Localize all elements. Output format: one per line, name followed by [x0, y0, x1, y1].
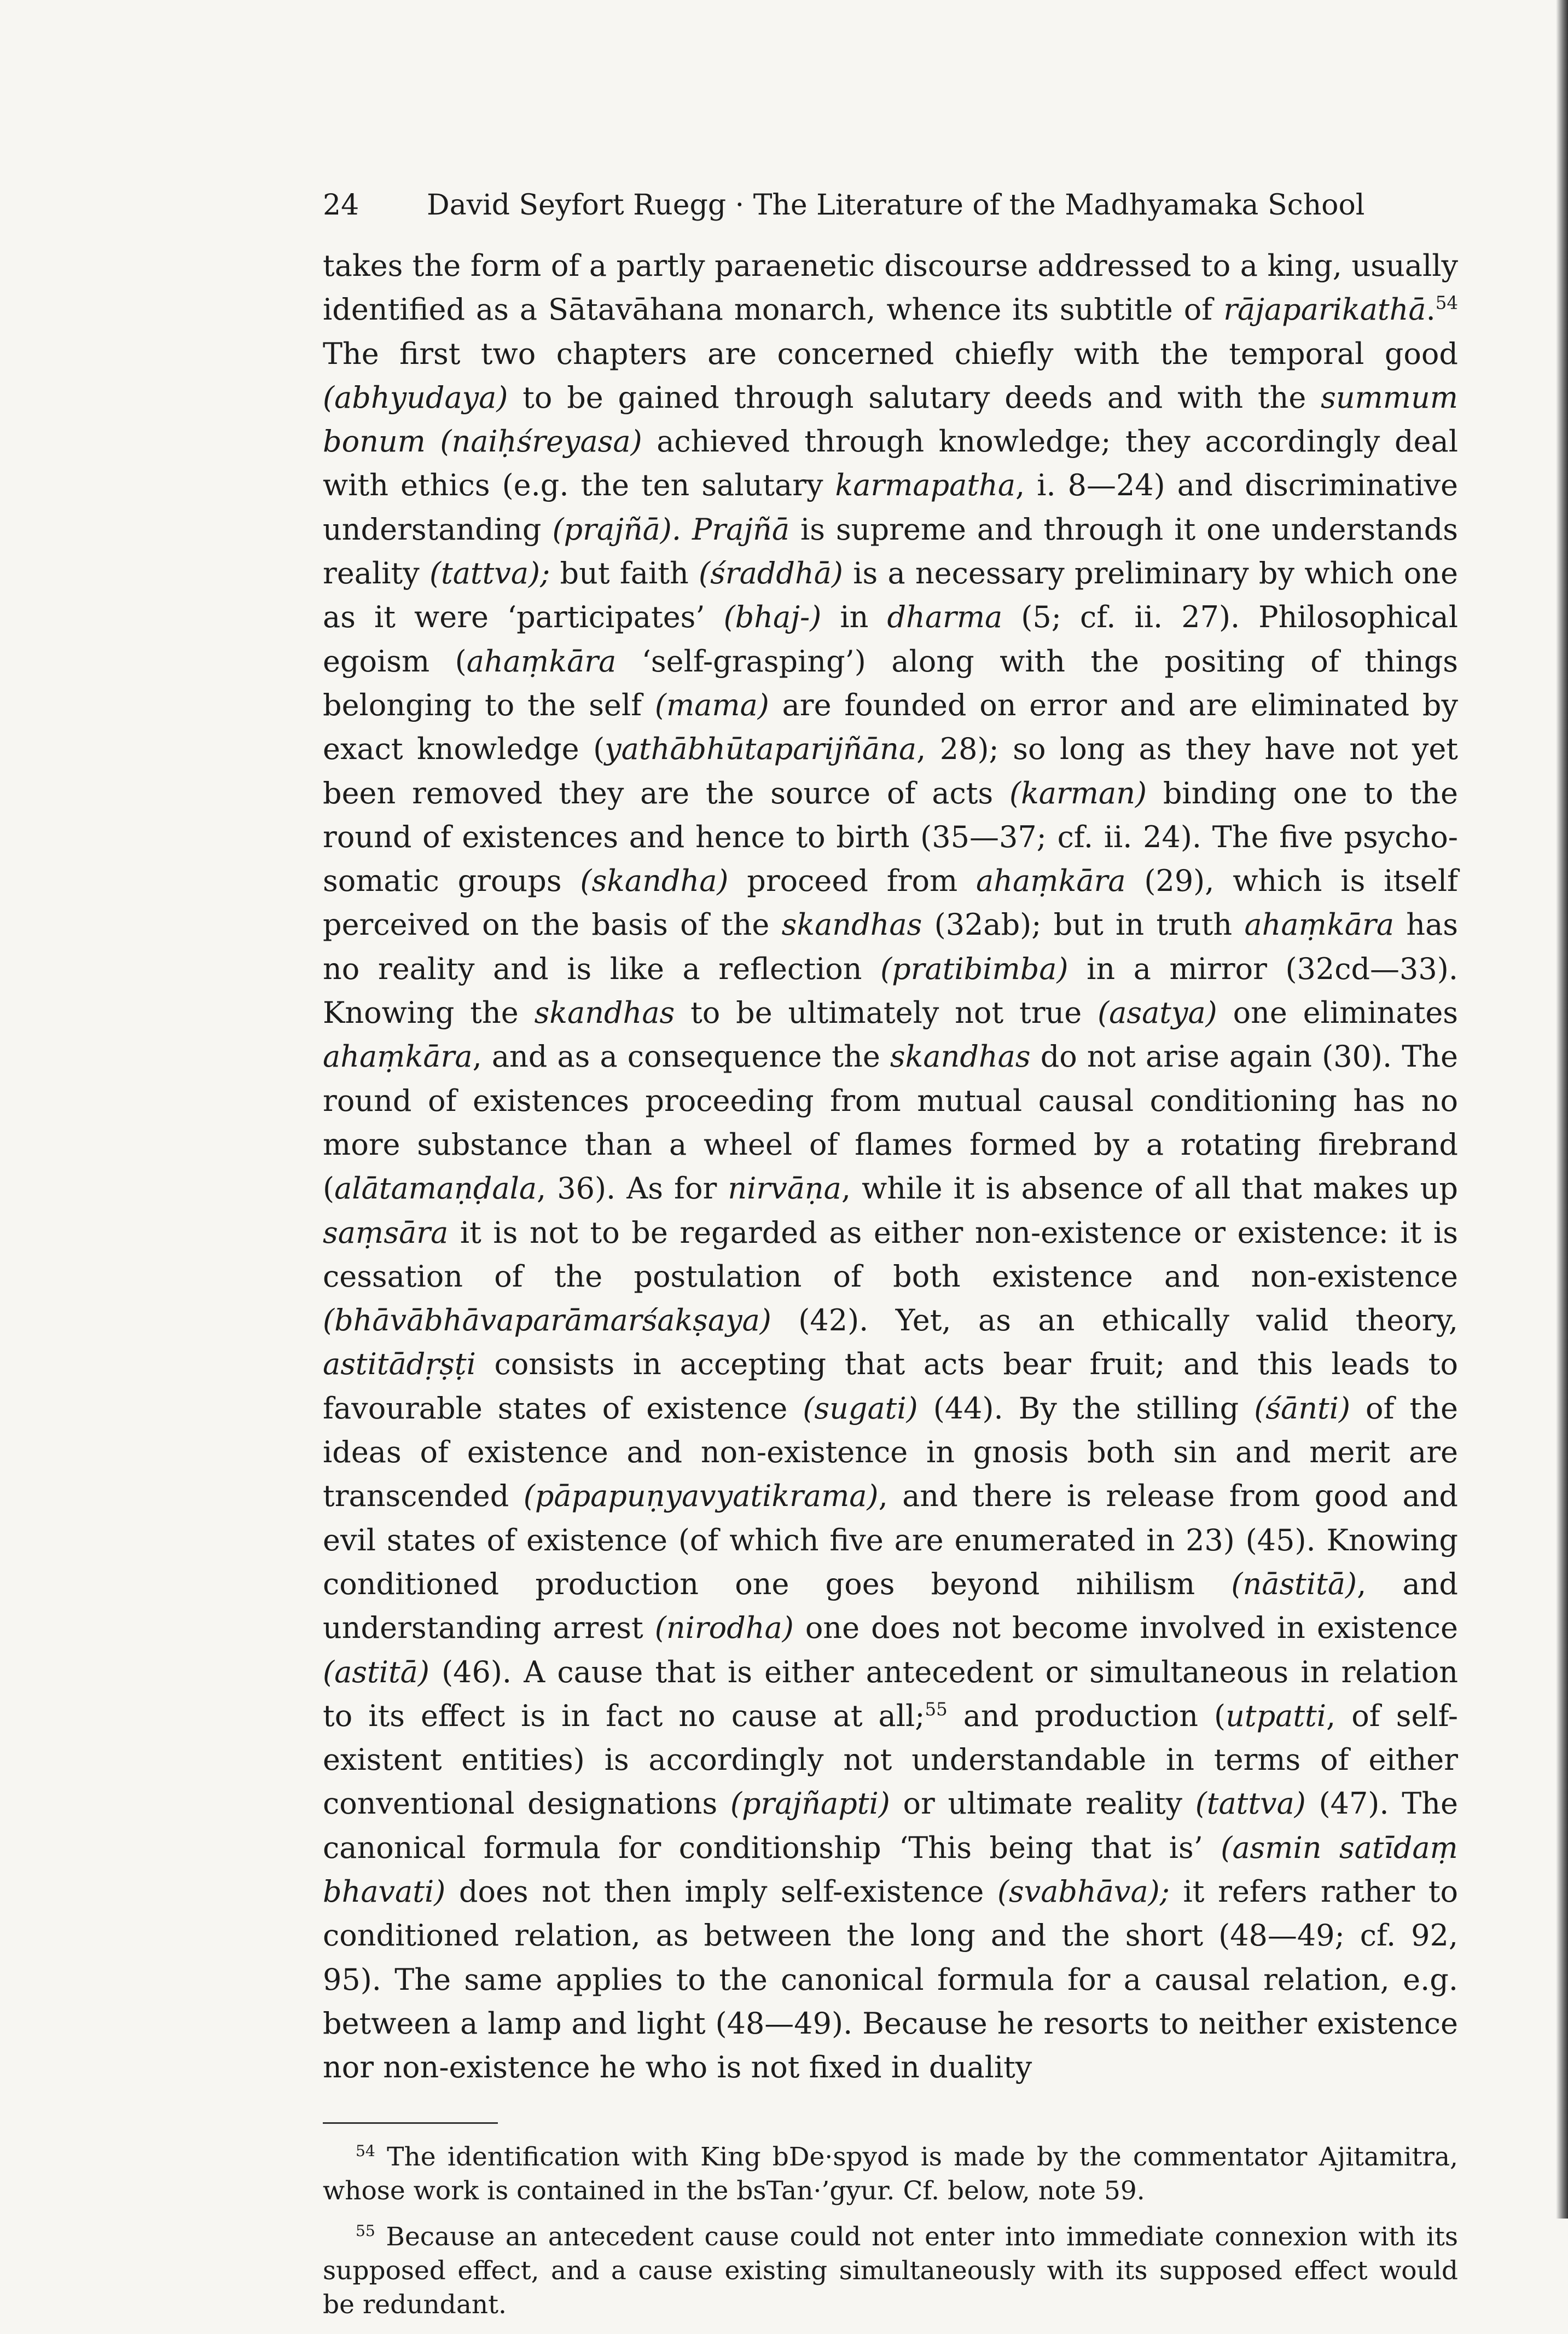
text-run: The first two chapters are concerned chiefly with the temporal good: [323, 336, 1458, 371]
italic-term: karmapatha: [835, 468, 1016, 503]
italic-term: saṃsāra: [323, 1215, 449, 1250]
italic-term: skandhas: [890, 1039, 1031, 1074]
italic-term: (sugati): [803, 1391, 918, 1426]
text-run: (42). Yet, as an ethically valid theory,: [771, 1303, 1458, 1338]
italic-term: ahaṃkāra: [323, 1039, 473, 1074]
text-run: (5; cf. ii. 27). Philosophical egoism (: [323, 600, 1458, 679]
italic-term: nirvāṇa: [728, 1171, 841, 1206]
italic-term: (pratibimba): [880, 951, 1068, 986]
italic-term: (mama): [654, 687, 769, 722]
italic-term: (svabhāva);: [997, 1874, 1170, 1909]
italic-term: rājaparikathā: [1223, 292, 1426, 327]
running-title: David Seyfort Ruegg · The Literature of the Madhyamaka School: [427, 189, 1365, 222]
italic-term: (tattva): [1195, 1786, 1306, 1821]
italic-term: ahaṃkāra: [976, 864, 1126, 899]
italic-term: (skandha): [580, 864, 729, 899]
text-run: it refers rather to conditioned relation, as between the long and the short (48—49; cf. 92, 95). The same applies to the canonical formula for a causal relation, e.g. between a lamp and light (48—49). Because he resorts to neither existence nor non-existence he who is not fixed in duality: [323, 1874, 1458, 2085]
italic-term: alātamaṇḍala: [334, 1171, 537, 1206]
scan-edge-shadow: [1556, 0, 1568, 2219]
italic-term: (asmin satīdaṃ bhavati): [323, 1830, 1459, 1909]
text-run: has no reality and is like a reflection: [323, 907, 1458, 986]
text-run: (47). The canonical formula for conditionship ‘This being that is’: [323, 1786, 1458, 1865]
italic-term: ahaṃkāra: [466, 644, 617, 679]
body-paragraph: takes the form of a partly paraenetic discourse addressed to a king, usually identified as a Sātavāhana monarch, whence its subtitle of rājaparikathā.$^{54}$ The first two chapters are concerned chiefly with the temporal good (abhyudaya) to be gained through salutary deeds and with the summum bonum (naiḥśreyasa) achieved through knowledge; they accordingly deal with ethics (e.g. the ten salutary karmapatha, i. 8—24) and discriminative understanding (prajñā). Prajñā is supreme and through it one understands reality (tattva); but faith (śraddhā) is a necessary preliminary by which one as it were ‘participates’ (bhaj-) in dharma (5; cf. ii. 27). Philosophical egoism (ahaṃkāra ‘self-grasping’) along with the positing of things belonging to the self (mama) are founded on error and are eliminated by exact knowledge (yathābhūtaparijñāna, 28); so long as they have not yet been removed they are the source of acts (karman) binding one to the round of existences and hence to birth (35—37; cf. ii. 24). The five psycho-somatic groups (skandha) proceed from ahaṃkāra (29), which is itself perceived on the basis of the skandhas (32ab); but in truth ahaṃkāra has no reality and is like a reflection (pratibimba) in a mirror (32cd—33). Knowing the skandhas to be ultimately not true (asatya) one eliminates ahaṃkāra, and as a consequence the skandhas do not arise again (30). The round of existences proceeding from mutual causal conditioning has no more substance than a wheel of flames formed by a rotating firebrand (alātamaṇḍala, 36). As for nirvāṇa, while it is absence of all that makes up saṃsāra it is not to be regarded as either non-existence or existence: it is cessation of the postulation of both existence and non-existence (bhāvābhāvaparāmarśakṣaya) (42). Yet, as an ethically valid theory, astitādṛṣṭi consists in accepting that acts bear fruit; and this leads to favourable states of existence (sugati) (44). By the stilling (śānti) of the ideas of existence and non-existence in gnosis both sin and merit are transcended (pāpapuṇyavyatikrama), and there is release from good and evil states of existence (of which five are enumerated in 23) (45). Knowing conditioned production one goes beyond nihilism (nāstitā), and understanding arrest (nirodha) one does not become involved in existence (astitā) (46). A cause that is either antecedent or simultaneous in relation to its effect is in fact no cause at all;$^{55}$ and production (utpatti, of self-existent entities) is accordingly not understandable in terms of either conventional designations (prajñapti) or ultimate reality (tattva) (47). The canonical formula for conditionship ‘This being that is’ (asmin satīdaṃ bhavati) does not then imply self-existence (svabhāva); it refers rather to conditioned relation, as between the long and the short (48—49; cf. 92, 95). The same applies to the canonical formula for a causal relation, e.g. between a lamp and light (48—49). Because he resorts to neither existence nor non-existence he who is not fixed in duality: [323, 248, 1459, 2085]
italic-term: (astitā): [323, 1654, 429, 1689]
text-run: to be gained through salutary deeds and with the: [508, 380, 1321, 415]
text-run: (46). A cause that is either antecedent or simultaneous in relation to its effect is in fact no cause at all;: [323, 1654, 1458, 1733]
italic-term: (tattva);: [429, 556, 550, 591]
italic-term: (śānti): [1254, 1391, 1351, 1426]
text-run: in: [821, 600, 887, 635]
text-run: , 28); so long as they have not yet been removed they are the source of acts: [323, 732, 1459, 810]
text-run: achieved through knowledge; they accordingly deal with ethics (e.g. the ten salutary: [323, 424, 1458, 503]
text-run: and production (: [947, 1698, 1226, 1733]
italic-term: (bhāvābhāvaparāmarśakṣaya): [323, 1303, 771, 1338]
text-run: (32ab); but in truth: [922, 907, 1245, 942]
footnote-ref: 55: [925, 1699, 948, 1720]
text-run: ‘self-grasping’) along with the positing of things belonging to the self: [323, 644, 1458, 722]
text-run: to be ultimately not true: [675, 995, 1098, 1030]
text-run: in a mirror (32cd—33). Knowing the: [323, 951, 1459, 1030]
text-run: are founded on error and are eliminated by exact knowledge (: [323, 687, 1458, 767]
footnote: [323, 2220, 1458, 2322]
text-run: of the ideas of existence and non-existence in gnosis both sin and merit are transcended: [323, 1391, 1458, 1514]
running-head: [323, 186, 1458, 225]
italic-term: (bhaj-): [723, 600, 822, 635]
italic-term: skandhas: [781, 907, 922, 942]
text-run: one does not become involved in existence: [793, 1611, 1458, 1646]
italic-term: (pāpapuṇyavyatikrama): [523, 1479, 879, 1514]
footnote-number: 54: [356, 2142, 375, 2161]
text-run: it is not to be regarded as either non-existence or existence: it is cessation of the postulation of both existence and non-existence: [323, 1215, 1458, 1294]
text-run: is a necessary preliminary by which one as it were ‘participates’: [323, 556, 1458, 635]
text-run: is supreme and through it one understands reality: [323, 512, 1458, 591]
page: [323, 186, 1458, 2334]
italic-term: summum bonum (naiḥśreyasa): [323, 380, 1458, 459]
text-run: , and as a consequence the: [472, 1039, 890, 1074]
footnote-text: Because an antecedent cause could not enter into immediate connexion with its supposed effect, and a cause existing simultaneously with its supposed effect would be redundant.: [323, 2222, 1458, 2320]
text-run: or ultimate reality: [890, 1786, 1195, 1821]
footnote-text: The identification with King bDe·spyod is made by the commentator Ajitamitra, whose work is contained in the bsTan·’gyur. Cf. below, note 59.: [323, 2142, 1458, 2206]
text-run: , and there is release from good and evil states of existence (of which five are enumerated in 23) (45). Knowing conditioned production one goes beyond nihilism: [323, 1479, 1458, 1601]
footnote-rule: [323, 2122, 498, 2124]
italic-term: dharma: [887, 600, 1003, 635]
italic-term: (prajñā). Prajñā: [552, 512, 790, 547]
page-number: 24: [323, 189, 359, 222]
text-run: proceed from: [728, 864, 977, 899]
italic-term: (śraddhā): [699, 556, 843, 591]
text-run: do not arise again (30). The round of existences proceeding from mutual causal conditioning has no more substance than a wheel of flames formed by a rotating firebrand (: [323, 1039, 1459, 1206]
text-run: (44). By the stilling: [917, 1391, 1255, 1426]
italic-term: ahaṃkāra: [1244, 907, 1395, 942]
italic-term: skandhas: [534, 995, 675, 1030]
footnote-number: 55: [356, 2222, 375, 2240]
italic-term: yathābhūtaparijñāna: [605, 732, 917, 767]
text-run: , 36). As for: [537, 1171, 728, 1206]
text-run: binding one to the round of existences and hence to birth (35—37; cf. ii. 24). The five psycho-somatic groups: [323, 775, 1458, 899]
footnote-ref: 54: [1435, 292, 1458, 314]
text-run: , and understanding arrest: [323, 1566, 1458, 1646]
italic-term: astitādṛṣṭi: [323, 1347, 476, 1382]
italic-term: (abhyudaya): [323, 380, 508, 415]
text-run: does not then imply self-existence: [445, 1874, 997, 1909]
italic-term: (prajñapti): [730, 1786, 890, 1821]
text-run: , of self-existent entities) is accordingly not understandable in terms of either conventional designations: [323, 1698, 1458, 1821]
italic-term: (karman): [1009, 775, 1147, 810]
italic-term: (nirodha): [654, 1611, 794, 1646]
italic-term: (asatya): [1097, 995, 1217, 1030]
footnote: [323, 2140, 1458, 2208]
text-run: , i. 8—24) and discriminative understanding: [323, 468, 1458, 547]
text-run: (29), which is itself perceived on the basis of the: [323, 864, 1458, 942]
text-run: but faith: [550, 556, 699, 591]
text-run: one eliminates: [1217, 995, 1458, 1030]
text-run: takes the form of a partly paraenetic discourse addressed to a king, usually identified as a Sātavāhana monarch, whence its subtitle of: [323, 248, 1458, 327]
text-run: consists in accepting that acts bear fruit; and this leads to favourable states of existence: [323, 1347, 1458, 1426]
footnotes: [323, 2140, 1458, 2322]
italic-term: utpatti: [1226, 1698, 1327, 1733]
text-run: , while it is absence of all that makes up: [841, 1171, 1458, 1206]
italic-term: (nāstitā): [1231, 1566, 1357, 1601]
